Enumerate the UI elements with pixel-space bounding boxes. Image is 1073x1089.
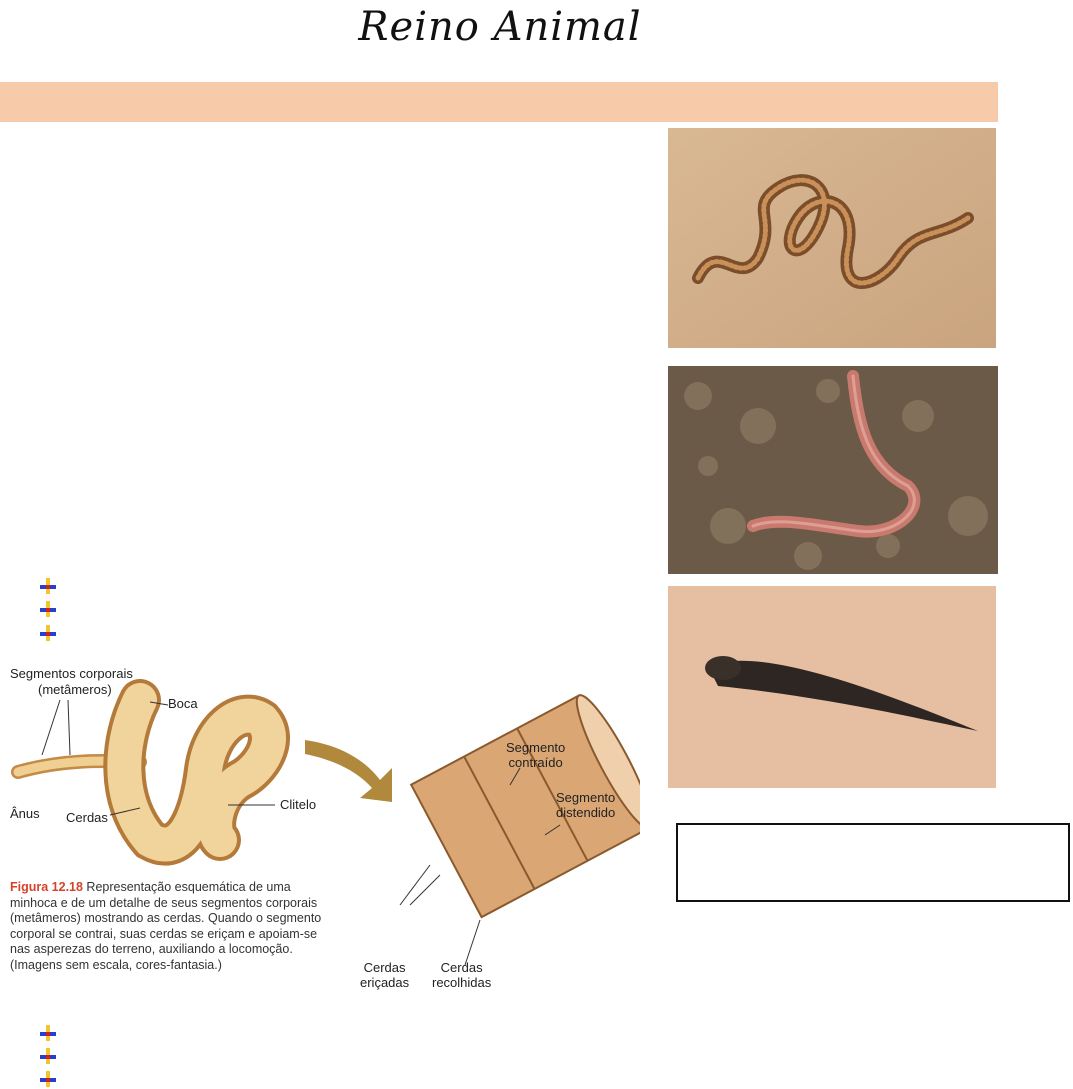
pushpin-bullet-icon bbox=[40, 1025, 56, 1041]
label-clitelo: Clitelo bbox=[280, 797, 317, 812]
figure-number: Figura 12.18 bbox=[10, 880, 83, 894]
label-cerdas-ericadas: Cerdas eriçadas bbox=[360, 960, 410, 990]
label-metameros: (metâmeros) bbox=[38, 682, 112, 697]
photo-leech bbox=[668, 586, 996, 788]
photo-polychaete bbox=[668, 128, 996, 348]
label-cerdas-recolhidas: Cerdas recolhidas bbox=[432, 960, 492, 990]
pushpin-bullet-icon bbox=[40, 1048, 56, 1064]
note-box bbox=[676, 823, 1070, 902]
label-boca: Boca bbox=[168, 696, 198, 711]
figure-caption-text: Representação esquemática de uma minhoca e de um detalhe de seus segmentos corporais (metâmeros) mostrando as cerdas. Quando o segmento corporal se contrai, suas cerdas se eriçam e apoiam-se nas asperezas do terreno, auxiliando a locomoção. (Imagens sem escala, cores-fantasia.) bbox=[10, 880, 322, 972]
pushpin-bullet-icon bbox=[40, 601, 56, 617]
pushpin-bullet-icon bbox=[40, 625, 56, 641]
header-band bbox=[0, 82, 998, 122]
page-title: Reino Animal bbox=[358, 4, 642, 50]
label-segmento-contraido: Segmento contraído bbox=[506, 740, 566, 770]
label-segmento-distendido: Segmento distendido bbox=[556, 790, 616, 820]
photo-earthworm bbox=[668, 366, 998, 574]
figure-caption bbox=[10, 880, 340, 973]
label-cerdas: Cerdas bbox=[66, 810, 108, 825]
pushpin-bullet-icon bbox=[40, 578, 56, 594]
label-segmentos: Segmentos corporais bbox=[10, 666, 133, 681]
pushpin-bullet-icon bbox=[40, 1071, 56, 1087]
label-anus: Ânus bbox=[10, 806, 40, 821]
